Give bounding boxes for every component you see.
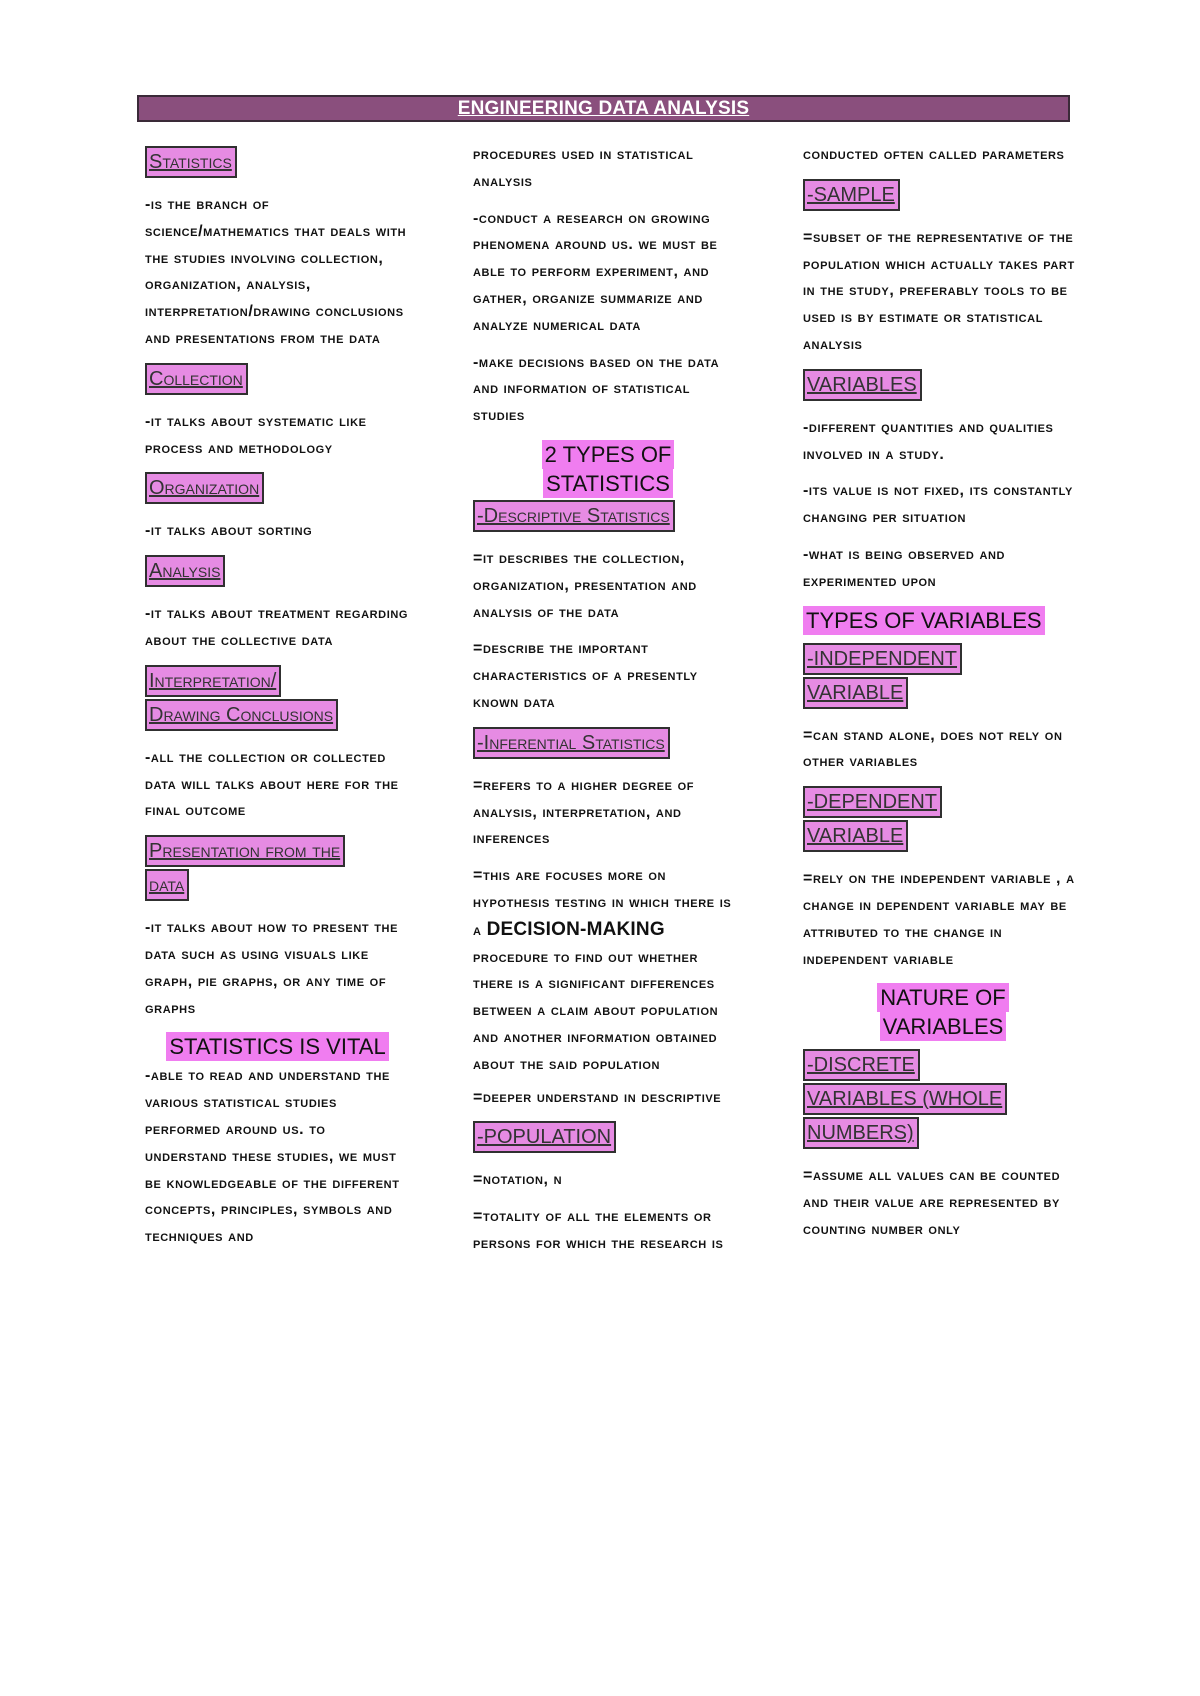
- variables-text-1: -different quantities and qualities involved in a study.: [803, 418, 1054, 463]
- heading-independent: -INDEPENDENT: [803, 643, 962, 675]
- parameters-continuation: conducted often called parameters: [803, 146, 1065, 163]
- column-3: [803, 142, 1083, 1254]
- heading-discrete-numbers: NUMBERS): [803, 1117, 919, 1149]
- heading-dependent-variable: VARIABLE: [803, 820, 908, 852]
- presentation-definition: -it talks about how to present the data such as using visuals like graph, pie graphs, or any time of graphs: [145, 919, 399, 1017]
- heading-dependent: -DEPENDENT: [803, 786, 942, 818]
- analysis-definition: -it talks about treatment regarding about the collective data: [145, 605, 409, 649]
- heading-presentation-data: data: [145, 869, 189, 901]
- heading-discrete-variables: VARIABLES (WHOLE: [803, 1083, 1007, 1115]
- dependent-definition: =rely on the independent variable , a change in dependent variable may be attributed to the change in independent variable: [803, 870, 1075, 968]
- heading-analysis: Analysis: [145, 555, 225, 587]
- heading-variables: VARIABLES: [803, 369, 922, 401]
- inferential-text-2a: =this are focuses more on hypothesis testing in which there is a: [473, 867, 732, 939]
- descriptive-text-2: =describe the important characteristics of a presently known data: [473, 640, 698, 711]
- column-2: [473, 142, 743, 1268]
- heading-presentation: Presentation from the: [145, 835, 345, 867]
- population-definition: =totality of all the elements or persons for which the research is: [473, 1208, 724, 1252]
- heading-types-of-statistics-1: 2 TYPES OF: [542, 440, 675, 469]
- heading-discrete: -DISCRETE: [803, 1049, 920, 1081]
- heading-organization: Organization: [145, 472, 264, 504]
- decision-making-term: DECISION-MAKING: [486, 918, 665, 940]
- heading-nature-of-variables-1: NATURE OF: [877, 983, 1008, 1012]
- organization-definition: -it talks about sorting: [145, 522, 313, 540]
- procedures-continuation: procedures used in statistical analysis: [473, 146, 694, 190]
- heading-nature-of-variables-2: VARIABLES: [880, 1012, 1007, 1041]
- document-title: ENGINEERING DATA ANALYSIS: [457, 98, 750, 119]
- heading-independent-variable: VARIABLE: [803, 677, 908, 709]
- sample-definition: =subset of the representative of the population which actually takes part in the study, preferably tools to be used is by estimate or statistical analysis: [803, 228, 1075, 353]
- heading-drawing-conclusions: Drawing Conclusions: [145, 699, 338, 731]
- column-1: [145, 142, 410, 1261]
- population-notation: =notation, n: [473, 1171, 563, 1189]
- vital-definition: -able to read and understand the various statistical studies performed around us. to understand these studies, we must be knowledgeable of the different concepts, principles, symbols and techniques and: [145, 1067, 400, 1246]
- heading-inferential-statistics: -Inferential Statistics: [473, 727, 670, 759]
- conduct-research-text: -conduct a research on growing phenomena around us. we must be able to perform experiment, and gather, organize summarize and analyze numerical data: [473, 209, 718, 334]
- statistics-definition: -is the branch of science/mathematics that deals with the studies involving collection, organization, analysis, interpretation/drawing conclusions and presentations from the data: [145, 196, 407, 347]
- heading-interpretation: Interpretation/: [145, 665, 281, 697]
- heading-types-of-variables: TYPES OF VARIABLES: [803, 606, 1045, 635]
- heading-sample: -SAMPLE: [803, 179, 900, 211]
- collection-definition: -it talks about systematic like process and methodology: [145, 412, 367, 457]
- heading-collection: Collection: [145, 363, 248, 395]
- inferential-text-1: =refers to a higher degree of analysis, interpretation, and inferences: [473, 776, 695, 848]
- heading-population: -POPULATION: [473, 1121, 616, 1153]
- make-decisions-text: -make decisions based on the data and information of statistical studies: [473, 353, 720, 425]
- discrete-definition: =assume all values can be counted and their value are represented by counting number only: [803, 1167, 1061, 1238]
- heading-descriptive-statistics: -Descriptive Statistics: [473, 500, 675, 532]
- inferential-text-2c: procedure to find out whether there is a significant differences between a claim about population and another information obtained about the said population: [473, 948, 719, 1073]
- independent-definition: =can stand alone, does not rely on other variables: [803, 726, 1063, 771]
- inferential-text-2: [473, 863, 743, 1078]
- document-title-bar: [137, 95, 1070, 122]
- heading-statistics: Statistics: [145, 146, 237, 178]
- variables-text-3: -what is being observed and experimented upon: [803, 545, 1006, 590]
- inferential-text-3: =deeper understand in descriptive: [473, 1088, 722, 1106]
- heading-types-of-statistics-2: STATISTICS: [543, 469, 673, 498]
- interpretation-definition: -all the collection or collected data will talks about here for the final outcome: [145, 748, 399, 820]
- descriptive-text-1: =it describes the collection, organization, presentation and analysis of the data: [473, 549, 697, 621]
- heading-statistics-is-vital: STATISTICS IS VITAL: [166, 1032, 388, 1061]
- variables-text-2: -its value is not fixed, its constantly changing per situation: [803, 482, 1073, 527]
